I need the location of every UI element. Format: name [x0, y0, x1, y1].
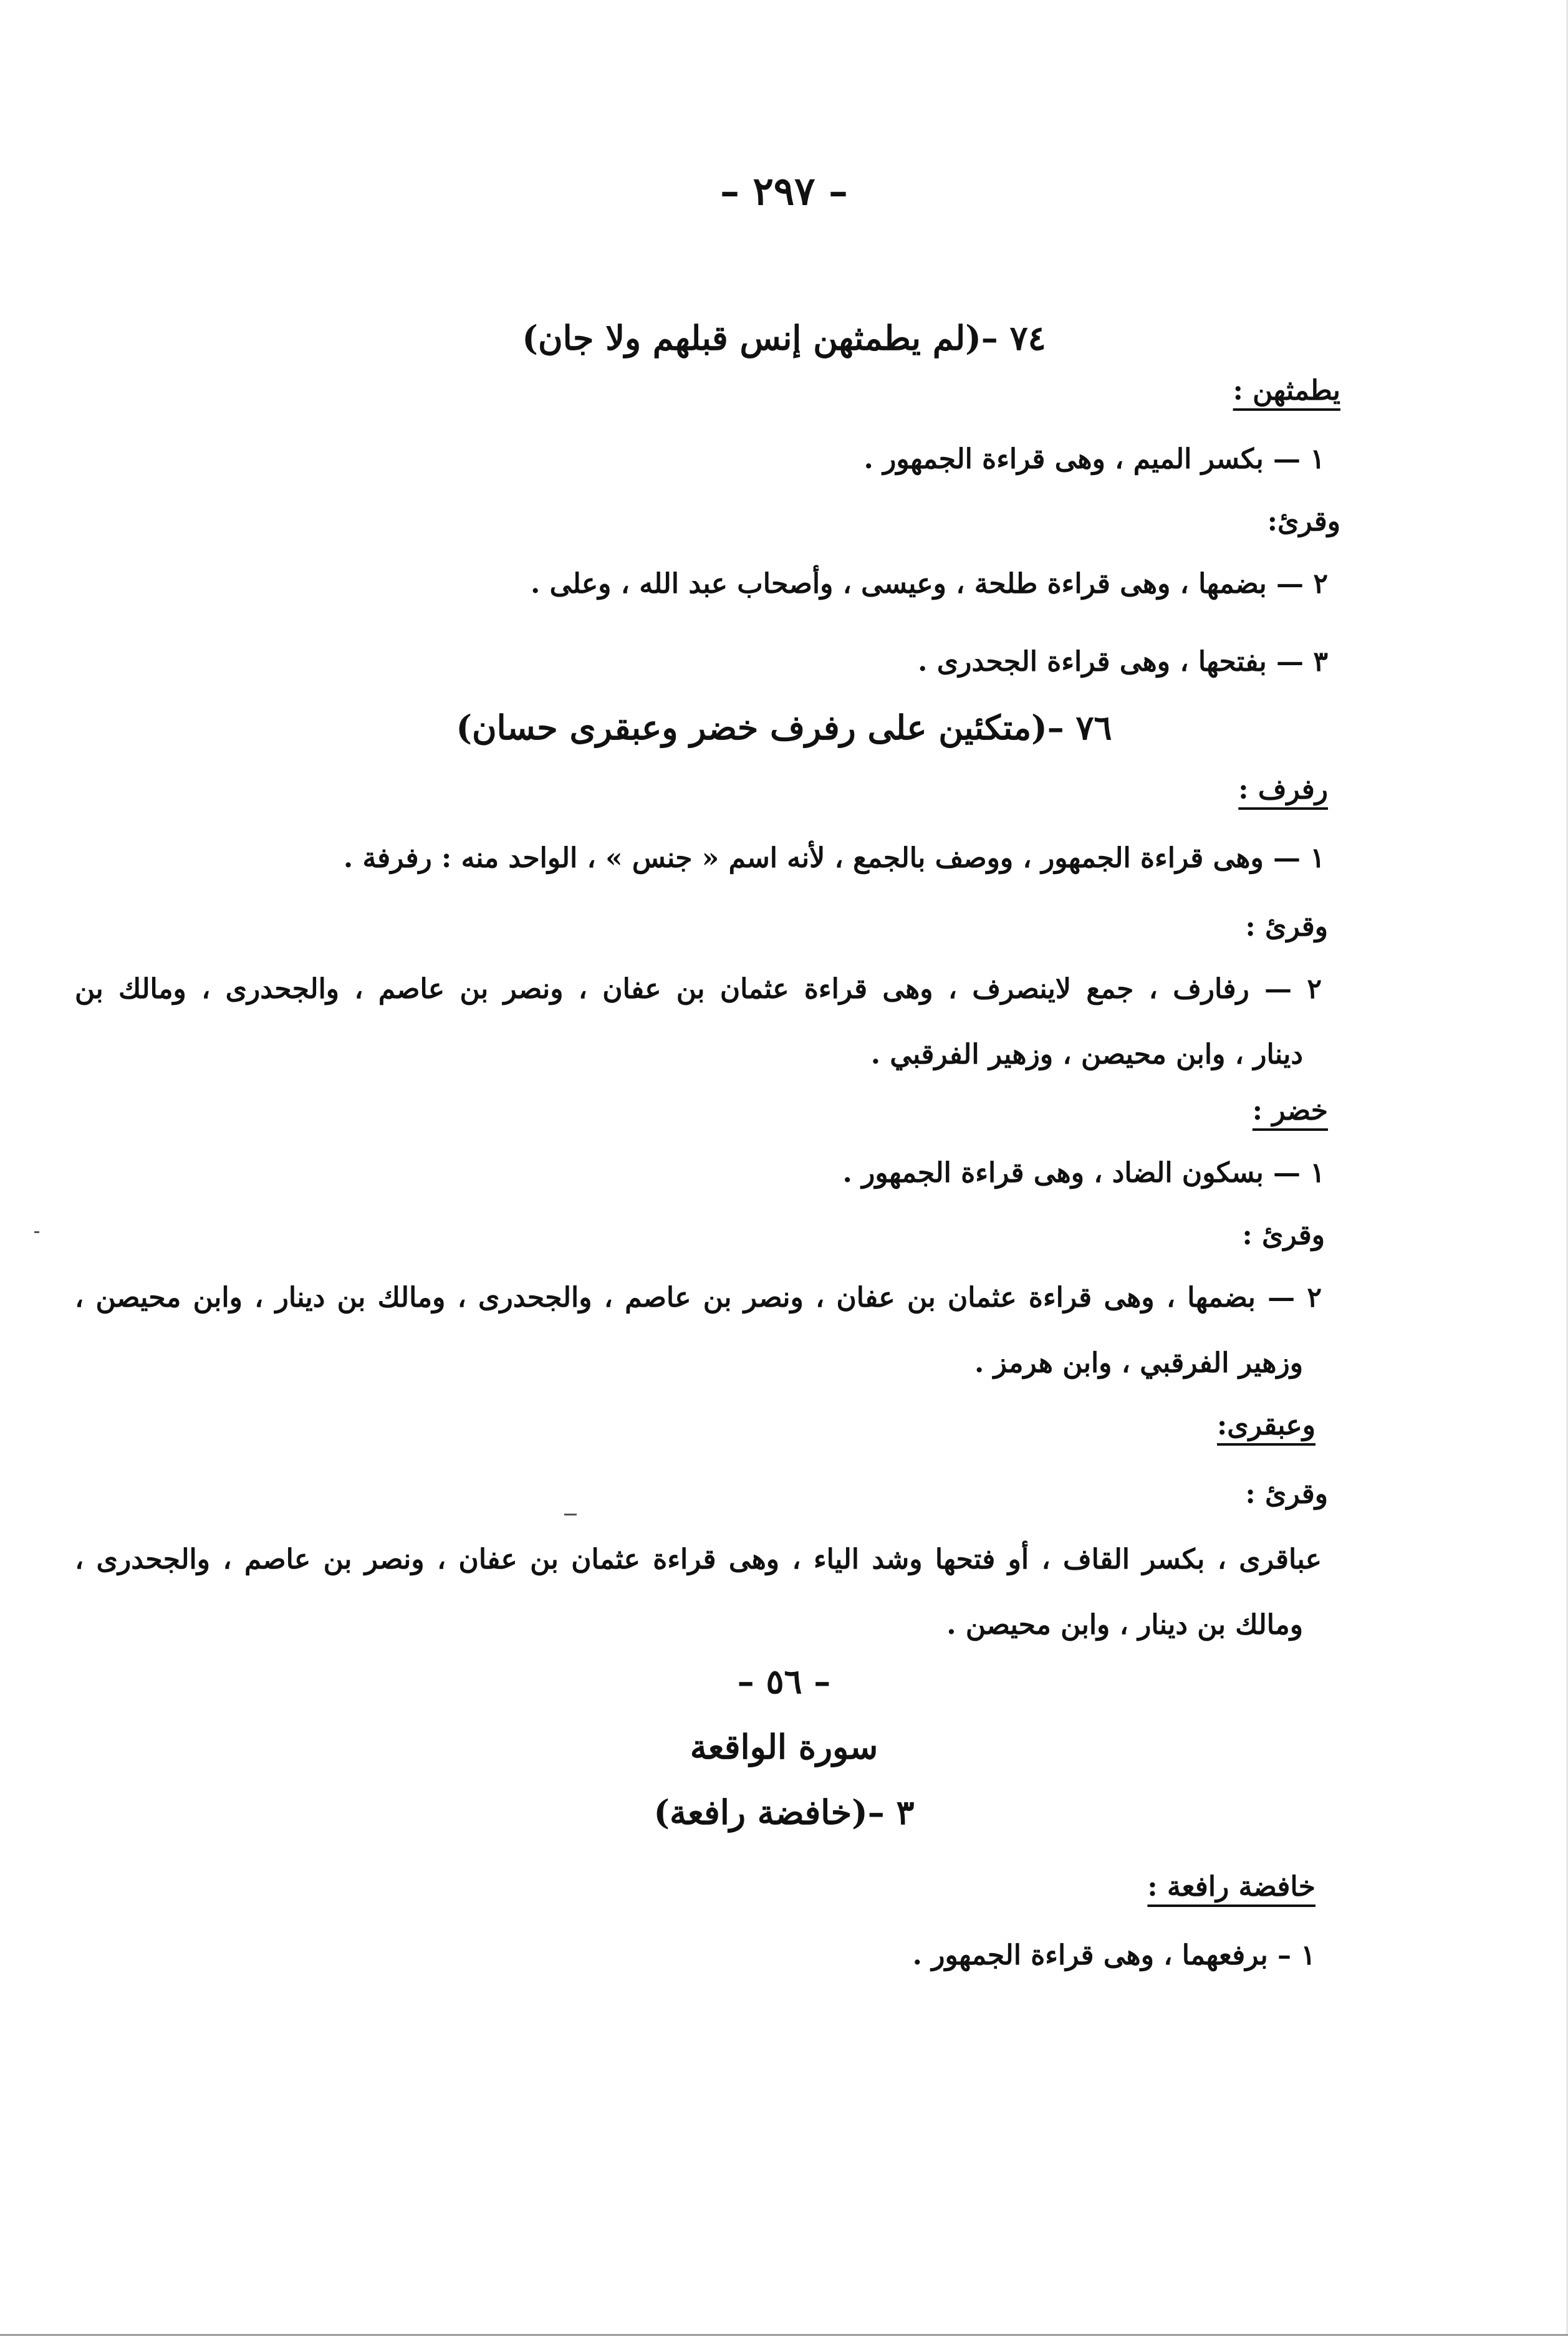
- page-number: – ٢٩٧ –: [719, 168, 849, 214]
- word-heading-khudr: خضر :: [1252, 1095, 1328, 1126]
- word-heading-rafraf: رفرف :: [1238, 774, 1328, 805]
- surah-number: – ٥٦ –: [737, 1661, 831, 1701]
- verse-76-title: ٧٦ –(متكئين على رفرف خضر وعبقرى حسان): [456, 708, 1112, 747]
- surah-56-verse-3-title: ٣ –(خافضة رافعة): [653, 1792, 915, 1832]
- word-heading-abqari: وعبقرى:: [1217, 1410, 1315, 1441]
- khudr-reading-2-line-2: وزهير الفرقبي ، وابن هرمز .: [974, 1347, 1303, 1379]
- qura-label: وقرئ :: [1245, 1478, 1328, 1510]
- abqari-reading-line-2: ومالك بن دينار ، وابن محيصن .: [946, 1609, 1303, 1641]
- khafida-reading-1: ١ – برفعهما ، وهى قراءة الجمهور .: [912, 1939, 1315, 1971]
- word-heading-khafida-rafia: خافضة رافعة :: [1147, 1871, 1315, 1903]
- khudr-reading-1: ١ — بسكون الضاد ، وهى قراءة الجمهور .: [842, 1157, 1325, 1189]
- word-heading-yatmithhunna: يطمثهن :: [1233, 375, 1340, 406]
- qura-label: وقرئ :: [1245, 911, 1328, 943]
- reading-3-fath: ٣ — بفتحها ، وهى قراءة الجحدرى .: [918, 646, 1328, 678]
- reading-1-kasr: ١ — بكسر الميم ، وهى قراءة الجمهور .: [863, 443, 1325, 475]
- surah-name: سورة الواقعة: [690, 1727, 878, 1767]
- khudr-reading-2-line-1: ٢ — بضمها ، وهى قراءة عثمان بن عفان ، ونصر بن عاصم ، والجحدرى ، ومالك بن دينار ، وابن محيصن ،: [75, 1282, 1322, 1314]
- qura-label: وقرئ :: [1242, 1219, 1325, 1251]
- scan-speck: [564, 1514, 577, 1515]
- reading-2-damm: ٢ — بضمها ، وهى قراءة طلحة ، وعيسى ، وأصحاب عبد الله ، وعلى .: [531, 568, 1328, 600]
- rafraf-reading-1: ١ — وهى قراءة الجمهور ، ووصف بالجمع ، لأنه اسم « جنس » ، الواحد منه : رفرفة .: [343, 842, 1325, 874]
- rafraf-reading-2-line-2: دينار ، وابن محيصن ، وزهير الفرقبي .: [870, 1039, 1303, 1070]
- qura-label: وقرئ:: [1267, 506, 1340, 537]
- abqari-reading-line-1: عباقرى ، بكسر القاف ، أو فتحها وشد الياء ، وهى قراءة عثمان بن عفان ، ونصر بن عاصم ، والجحدرى ،: [75, 1544, 1322, 1575]
- verse-74-title: ٧٤ –(لم يطمثهن إنس قبلهم ولا جان): [522, 318, 1046, 358]
- scan-speck: [34, 1231, 39, 1233]
- scan-edge: [0, 2334, 1568, 2336]
- rafraf-reading-2-line-1: ٢ — رفارف ، جمع لاينصرف ، وهى قراءة عثمان بن عفان ، ونصر بن عاصم ، والجحدرى ، ومالك بن: [75, 973, 1322, 1005]
